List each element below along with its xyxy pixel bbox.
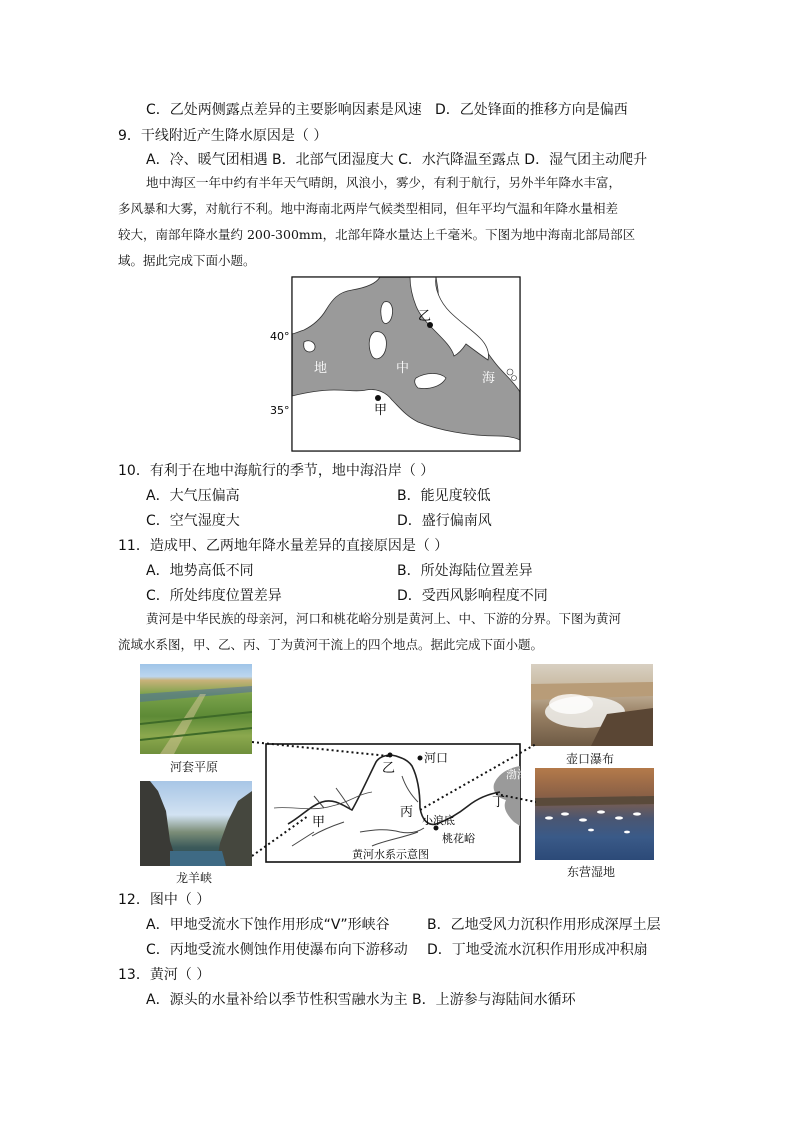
caption-dongying-wetland: 东营湿地	[567, 865, 616, 879]
label-bing: 丙	[400, 805, 414, 820]
photo-hetao-plain	[140, 664, 252, 754]
caption-hetao-plain: 河套平原	[170, 760, 219, 774]
q12-stem: 12．图中（ ）	[118, 892, 211, 908]
q12-option-d: D．丁地受流水沉积作用形成冲积扇	[427, 942, 648, 958]
caption-hukou-waterfall: 壶口瀑布	[566, 752, 615, 766]
q11-option-a: A．地势高低不同	[146, 563, 254, 579]
sea-label-di: 地	[314, 361, 328, 376]
yellow-river-map-title: 黄河水系示意图	[352, 848, 429, 861]
passage-mediterranean-line3: 较大，南部年降水量约 200-300mm，北部年降水量达上千毫米。下图为地中海南北部局部区	[118, 227, 636, 242]
label-yi: 乙	[418, 309, 432, 324]
map-islet-1	[507, 369, 513, 375]
label-hekou: 河口	[424, 751, 449, 765]
passage-yellow-river-line1: 黄河是中华民族的母亲河，河口和桃花峪分别是黄河上、中、下游的分界。下图为黄河	[146, 611, 622, 626]
q12-option-b: B．乙地受风力沉积作用形成深厚土层	[427, 917, 661, 933]
q13-options: A．源头的水量补给以季节性积雪融水为主 B．上游参与海陆间水循环	[146, 992, 576, 1008]
q11-stem: 11．造成甲、乙两地年降水量差异的直接原因是（ ）	[118, 538, 449, 554]
passage-mediterranean-line2: 多风暴和大雾，对航行不利。地中海南北两岸气候类型相同，但年平均气温和年降水量相差	[118, 201, 619, 216]
q12-option-a: A．甲地受流水下蚀作用形成“V”形峡谷	[146, 917, 390, 933]
latitude-35-label: 35°	[270, 404, 290, 417]
sea-label-hai: 海	[482, 371, 496, 386]
photo-longyang-gorge	[140, 781, 252, 866]
latitude-40-label: 40°	[270, 330, 290, 343]
q8-option-c: C．乙处两侧露点差异的主要影响因素是风速	[146, 102, 422, 118]
caption-longyang-gorge: 龙羊峡	[176, 871, 213, 885]
q10-option-a: A．大气压偏高	[146, 488, 240, 504]
passage-yellow-river-line2: 流域水系图，甲、乙、丙、丁为黄河干流上的四个地点。据此完成下面小题。	[118, 637, 544, 652]
yellow-river-map	[252, 736, 536, 866]
q11-option-b: B．所处海陆位置差异	[397, 563, 533, 579]
q10-stem: 10．有利于在地中海航行的季节，地中海沿岸（ ）	[118, 463, 435, 479]
label-bohai: 渤海	[506, 768, 528, 781]
label-yi: 乙	[382, 761, 396, 776]
map-island-sardinia	[369, 332, 386, 359]
map-islet-2	[512, 376, 517, 381]
point-yi	[388, 753, 393, 758]
mediterranean-map	[268, 274, 524, 454]
q10-option-d: D．盛行偏南风	[397, 513, 492, 529]
q11-option-d: D．受西风影响程度不同	[397, 588, 548, 604]
label-ding: 丁	[492, 795, 506, 810]
label-jia: 甲	[312, 815, 326, 830]
map-island-corsica	[381, 302, 393, 324]
passage-mediterranean-line1: 地中海区一年中约有半年天气晴朗，风浪小，雾少，有利于航行，另外半年降水丰富，	[146, 175, 622, 190]
q8-option-d: D．乙处锋面的推移方向是偏西	[435, 102, 628, 118]
q10-option-b: B．能见度较低	[397, 488, 491, 504]
label-jia: 甲	[374, 403, 388, 418]
q10-option-c: C．空气湿度大	[146, 513, 240, 529]
photo-hukou-waterfall	[531, 664, 653, 746]
label-taohuayu: 桃花峪	[442, 832, 475, 845]
q11-option-c: C．所处纬度位置差异	[146, 588, 282, 604]
sea-label-zhong: 中	[396, 361, 410, 376]
q12-option-c: C．丙地受流水侧蚀作用使瀑布向下游移动	[146, 942, 408, 958]
q9-stem: 9．干线附近产生降水原因是（ ）	[118, 128, 328, 144]
point-jia	[375, 395, 381, 401]
point-hekou	[418, 756, 423, 761]
photo-dongying-wetland	[535, 768, 654, 860]
label-xiaolangdi: 小浪底	[422, 814, 455, 827]
map-island-small	[304, 341, 315, 352]
q13-stem: 13．黄河（ ）	[118, 967, 211, 983]
q9-options: A．冷、暖气团相遇 B．北部气团湿度大 C．水汽降温至露点 D．湿气团主动爬升	[146, 152, 648, 168]
passage-mediterranean-line4: 域。据此完成下面小题。	[118, 253, 256, 268]
